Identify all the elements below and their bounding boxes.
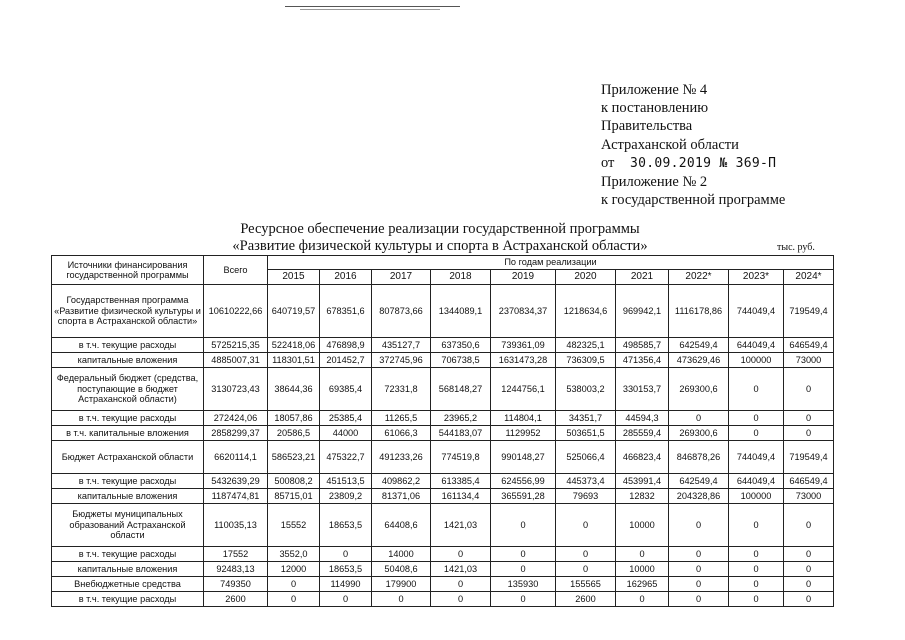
year-value-cell: 0: [784, 411, 834, 426]
row-total: 749350: [204, 577, 268, 592]
year-value-cell: 538003,2: [556, 368, 616, 411]
year-value-cell: 0: [669, 577, 729, 592]
year-value-cell: 435127,7: [372, 338, 431, 353]
header-year: 2024*: [784, 270, 834, 285]
year-value-cell: 739361,09: [491, 338, 556, 353]
year-value-cell: 100000: [729, 489, 784, 504]
appendix-line: к постановлению: [601, 100, 709, 117]
year-value-cell: 0: [320, 547, 372, 562]
row-total: 17552: [204, 547, 268, 562]
year-value-cell: 2370834,37: [491, 285, 556, 338]
appendix-line: к государственной программе: [601, 192, 786, 209]
year-value-cell: 14000: [372, 547, 431, 562]
year-value-cell: 0: [784, 577, 834, 592]
year-value-cell: 15552: [268, 504, 320, 547]
year-value-cell: 44594,3: [616, 411, 669, 426]
year-value-cell: 678351,6: [320, 285, 372, 338]
header-year: 2021: [616, 270, 669, 285]
year-value-cell: 0: [729, 577, 784, 592]
title-line-1: Ресурсное обеспечение реализации государственной программы: [240, 221, 640, 237]
year-value-cell: 736309,5: [556, 353, 616, 368]
year-value-cell: 12000: [268, 562, 320, 577]
year-value-cell: 0: [784, 368, 834, 411]
row-label: в т.ч. текущие расходы: [52, 474, 204, 489]
row-total: 1187474,81: [204, 489, 268, 504]
year-value-cell: 2600: [556, 592, 616, 607]
year-value-cell: 0: [491, 547, 556, 562]
year-value-cell: 969942,1: [616, 285, 669, 338]
year-value-cell: 640719,57: [268, 285, 320, 338]
year-value-cell: 61066,3: [372, 426, 431, 441]
header-source: Источники финансирования государственной программы: [52, 256, 204, 285]
year-value-cell: 0: [491, 592, 556, 607]
row-label: Бюджет Астраханской области: [52, 441, 204, 474]
year-value-cell: 613385,4: [431, 474, 491, 489]
row-label: в т.ч. текущие расходы: [52, 547, 204, 562]
year-value-cell: 0: [784, 562, 834, 577]
year-value-cell: 475322,7: [320, 441, 372, 474]
year-value-cell: 73000: [784, 489, 834, 504]
row-label: Бюджеты муниципальных образований Астраханской области: [52, 504, 204, 547]
appendix-line: Приложение № 4: [601, 82, 708, 98]
header-year: 2015: [268, 270, 320, 285]
year-value-cell: 1421,03: [431, 504, 491, 547]
year-value-cell: 544183,07: [431, 426, 491, 441]
year-value-cell: 10000: [616, 504, 669, 547]
table-row: [52, 411, 834, 426]
year-value-cell: 0: [729, 411, 784, 426]
year-value-cell: 0: [320, 592, 372, 607]
appendix-date-prefix: от: [601, 154, 615, 171]
appendix-line: Астраханской области: [601, 136, 739, 153]
year-value-cell: 0: [729, 368, 784, 411]
year-value-cell: 500808,2: [268, 474, 320, 489]
year-value-cell: 1129952: [491, 426, 556, 441]
year-value-cell: 0: [616, 547, 669, 562]
year-value-cell: 646549,4: [784, 338, 834, 353]
row-label: капитальные вложения: [52, 562, 204, 577]
year-value-cell: 44000: [320, 426, 372, 441]
row-label: Внебюджетные средства: [52, 577, 204, 592]
year-value-cell: 473629,46: [669, 353, 729, 368]
year-value-cell: 285559,4: [616, 426, 669, 441]
row-total: 3130723,43: [204, 368, 268, 411]
year-value-cell: 0: [729, 562, 784, 577]
year-value-cell: 637350,6: [431, 338, 491, 353]
year-value-cell: 1421,03: [431, 562, 491, 577]
year-value-cell: 0: [431, 547, 491, 562]
year-value-cell: 0: [784, 592, 834, 607]
row-total: 2600: [204, 592, 268, 607]
year-value-cell: 100000: [729, 353, 784, 368]
year-value-cell: 642549,4: [669, 474, 729, 489]
year-value-cell: 503651,5: [556, 426, 616, 441]
year-value-cell: 491233,26: [372, 441, 431, 474]
row-total: 92483,13: [204, 562, 268, 577]
appendix-line: Приложение № 2: [601, 174, 708, 191]
table-row: [52, 562, 834, 577]
year-value-cell: 0: [556, 547, 616, 562]
year-value-cell: 0: [616, 592, 669, 607]
year-value-cell: 476898,9: [320, 338, 372, 353]
year-value-cell: 161134,4: [431, 489, 491, 504]
table-row: [52, 338, 834, 353]
row-label: капитальные вложения: [52, 489, 204, 504]
year-value-cell: 0: [491, 504, 556, 547]
table-row: [52, 474, 834, 489]
year-value-cell: 0: [431, 592, 491, 607]
table-row: [52, 368, 834, 411]
year-value-cell: 445373,4: [556, 474, 616, 489]
resource-table: [51, 255, 834, 607]
table-row: [52, 504, 834, 547]
year-value-cell: 64408,6: [372, 504, 431, 547]
year-value-cell: 23965,2: [431, 411, 491, 426]
year-value-cell: 20586,5: [268, 426, 320, 441]
year-value-cell: 1244756,1: [491, 368, 556, 411]
year-value-cell: 774519,8: [431, 441, 491, 474]
top-decorative-line-2: [300, 9, 440, 10]
unit-label: тыс. руб.: [777, 242, 815, 253]
year-value-cell: 744049,4: [729, 285, 784, 338]
row-label: Федеральный бюджет (средства, поступающие в бюджет Астраханской области): [52, 368, 204, 411]
row-label: Государственная программа «Развитие физической культуры и спорта в Астраханской области»: [52, 285, 204, 338]
year-value-cell: 18057,86: [268, 411, 320, 426]
year-value-cell: 644049,4: [729, 338, 784, 353]
year-value-cell: 0: [729, 426, 784, 441]
document-title: [160, 221, 720, 255]
year-value-cell: 0: [784, 426, 834, 441]
row-label: капитальные вложения: [52, 353, 204, 368]
year-value-cell: 372745,96: [372, 353, 431, 368]
year-value-cell: 79693: [556, 489, 616, 504]
year-value-cell: 642549,4: [669, 338, 729, 353]
year-value-cell: 34351,7: [556, 411, 616, 426]
year-value-cell: 0: [669, 547, 729, 562]
header-total: Всего: [204, 256, 268, 285]
year-value-cell: 0: [729, 504, 784, 547]
row-total: 6620114,1: [204, 441, 268, 474]
header-year: 2019: [491, 270, 556, 285]
year-value-cell: 0: [268, 592, 320, 607]
year-value-cell: 0: [729, 592, 784, 607]
year-value-cell: 846878,26: [669, 441, 729, 474]
table-row: [52, 489, 834, 504]
table-row: [52, 285, 834, 338]
year-value-cell: 72331,8: [372, 368, 431, 411]
year-value-cell: 409862,2: [372, 474, 431, 489]
year-value-cell: 0: [669, 562, 729, 577]
year-value-cell: 451513,5: [320, 474, 372, 489]
year-value-cell: 1344089,1: [431, 285, 491, 338]
year-value-cell: 269300,6: [669, 368, 729, 411]
year-value-cell: 18653,5: [320, 504, 372, 547]
year-value-cell: 719549,4: [784, 441, 834, 474]
year-value-cell: 204328,86: [669, 489, 729, 504]
year-value-cell: 0: [268, 577, 320, 592]
year-value-cell: 38644,36: [268, 368, 320, 411]
appendix-date-number: 30.09.2019 № 369-П: [630, 155, 777, 171]
year-value-cell: 525066,4: [556, 441, 616, 474]
year-value-cell: 1218634,6: [556, 285, 616, 338]
year-value-cell: 0: [669, 411, 729, 426]
table-row: [52, 426, 834, 441]
row-total: 2858299,37: [204, 426, 268, 441]
header-year: 2023*: [729, 270, 784, 285]
row-total: 5725215,35: [204, 338, 268, 353]
row-label: в т.ч. текущие расходы: [52, 338, 204, 353]
year-value-cell: 0: [784, 504, 834, 547]
year-value-cell: 453991,4: [616, 474, 669, 489]
year-value-cell: 807873,66: [372, 285, 431, 338]
year-value-cell: 162965: [616, 577, 669, 592]
top-decorative-line: [285, 6, 460, 7]
year-value-cell: 18653,5: [320, 562, 372, 577]
appendix-date-line: [601, 154, 785, 173]
header-year: 2017: [372, 270, 431, 285]
row-total: 272424,06: [204, 411, 268, 426]
year-value-cell: 0: [729, 547, 784, 562]
header-year: 2022*: [669, 270, 729, 285]
table-body: [52, 285, 834, 607]
year-value-cell: 69385,4: [320, 368, 372, 411]
header-year: 2020: [556, 270, 616, 285]
year-value-cell: 471356,4: [616, 353, 669, 368]
year-value-cell: 81371,06: [372, 489, 431, 504]
year-value-cell: 1116178,86: [669, 285, 729, 338]
year-value-cell: 114990: [320, 577, 372, 592]
year-value-cell: 25385,4: [320, 411, 372, 426]
row-label: в т.ч. текущие расходы: [52, 411, 204, 426]
header-year: 2016: [320, 270, 372, 285]
table-row: [52, 353, 834, 368]
row-total: 110035,13: [204, 504, 268, 547]
year-value-cell: 0: [491, 562, 556, 577]
year-value-cell: 0: [372, 592, 431, 607]
year-value-cell: 11265,5: [372, 411, 431, 426]
table-row: [52, 547, 834, 562]
year-value-cell: 118301,51: [268, 353, 320, 368]
year-value-cell: 744049,4: [729, 441, 784, 474]
year-value-cell: 706738,5: [431, 353, 491, 368]
year-value-cell: 0: [669, 504, 729, 547]
row-total: 10610222,66: [204, 285, 268, 338]
year-value-cell: 0: [556, 562, 616, 577]
appendix-block: [601, 81, 785, 209]
row-label: в т.ч. текущие расходы: [52, 592, 204, 607]
year-value-cell: 12832: [616, 489, 669, 504]
year-value-cell: 624556,99: [491, 474, 556, 489]
year-value-cell: 201452,7: [320, 353, 372, 368]
year-value-cell: 85715,01: [268, 489, 320, 504]
year-value-cell: 644049,4: [729, 474, 784, 489]
header-by-years: По годам реализации: [268, 256, 834, 270]
row-label: в т.ч. капитальные вложения: [52, 426, 204, 441]
year-value-cell: 990148,27: [491, 441, 556, 474]
year-value-cell: 179900: [372, 577, 431, 592]
year-value-cell: 114804,1: [491, 411, 556, 426]
row-total: 4885007,31: [204, 353, 268, 368]
table-row: [52, 441, 834, 474]
year-value-cell: 135930: [491, 577, 556, 592]
year-value-cell: 50408,6: [372, 562, 431, 577]
year-value-cell: 3552,0: [268, 547, 320, 562]
year-value-cell: 568148,27: [431, 368, 491, 411]
year-value-cell: 482325,1: [556, 338, 616, 353]
year-value-cell: 73000: [784, 353, 834, 368]
year-value-cell: 365591,28: [491, 489, 556, 504]
year-value-cell: 0: [669, 592, 729, 607]
year-value-cell: 269300,6: [669, 426, 729, 441]
appendix-line: Правительства: [601, 118, 693, 135]
table-row: [52, 592, 834, 607]
year-value-cell: 466823,4: [616, 441, 669, 474]
header-year: 2018: [431, 270, 491, 285]
year-value-cell: 0: [784, 547, 834, 562]
year-value-cell: 10000: [616, 562, 669, 577]
year-value-cell: 23809,2: [320, 489, 372, 504]
year-value-cell: 646549,4: [784, 474, 834, 489]
year-value-cell: 1631473,28: [491, 353, 556, 368]
year-value-cell: 586523,21: [268, 441, 320, 474]
year-value-cell: 330153,7: [616, 368, 669, 411]
year-value-cell: 719549,4: [784, 285, 834, 338]
table-row: [52, 577, 834, 592]
year-value-cell: 0: [556, 504, 616, 547]
year-value-cell: 522418,06: [268, 338, 320, 353]
row-total: 5432639,29: [204, 474, 268, 489]
year-value-cell: 155565: [556, 577, 616, 592]
title-line-2: «Развитие физической культуры и спорта в Астраханской области»: [232, 238, 648, 254]
year-value-cell: 498585,7: [616, 338, 669, 353]
year-value-cell: 0: [431, 577, 491, 592]
